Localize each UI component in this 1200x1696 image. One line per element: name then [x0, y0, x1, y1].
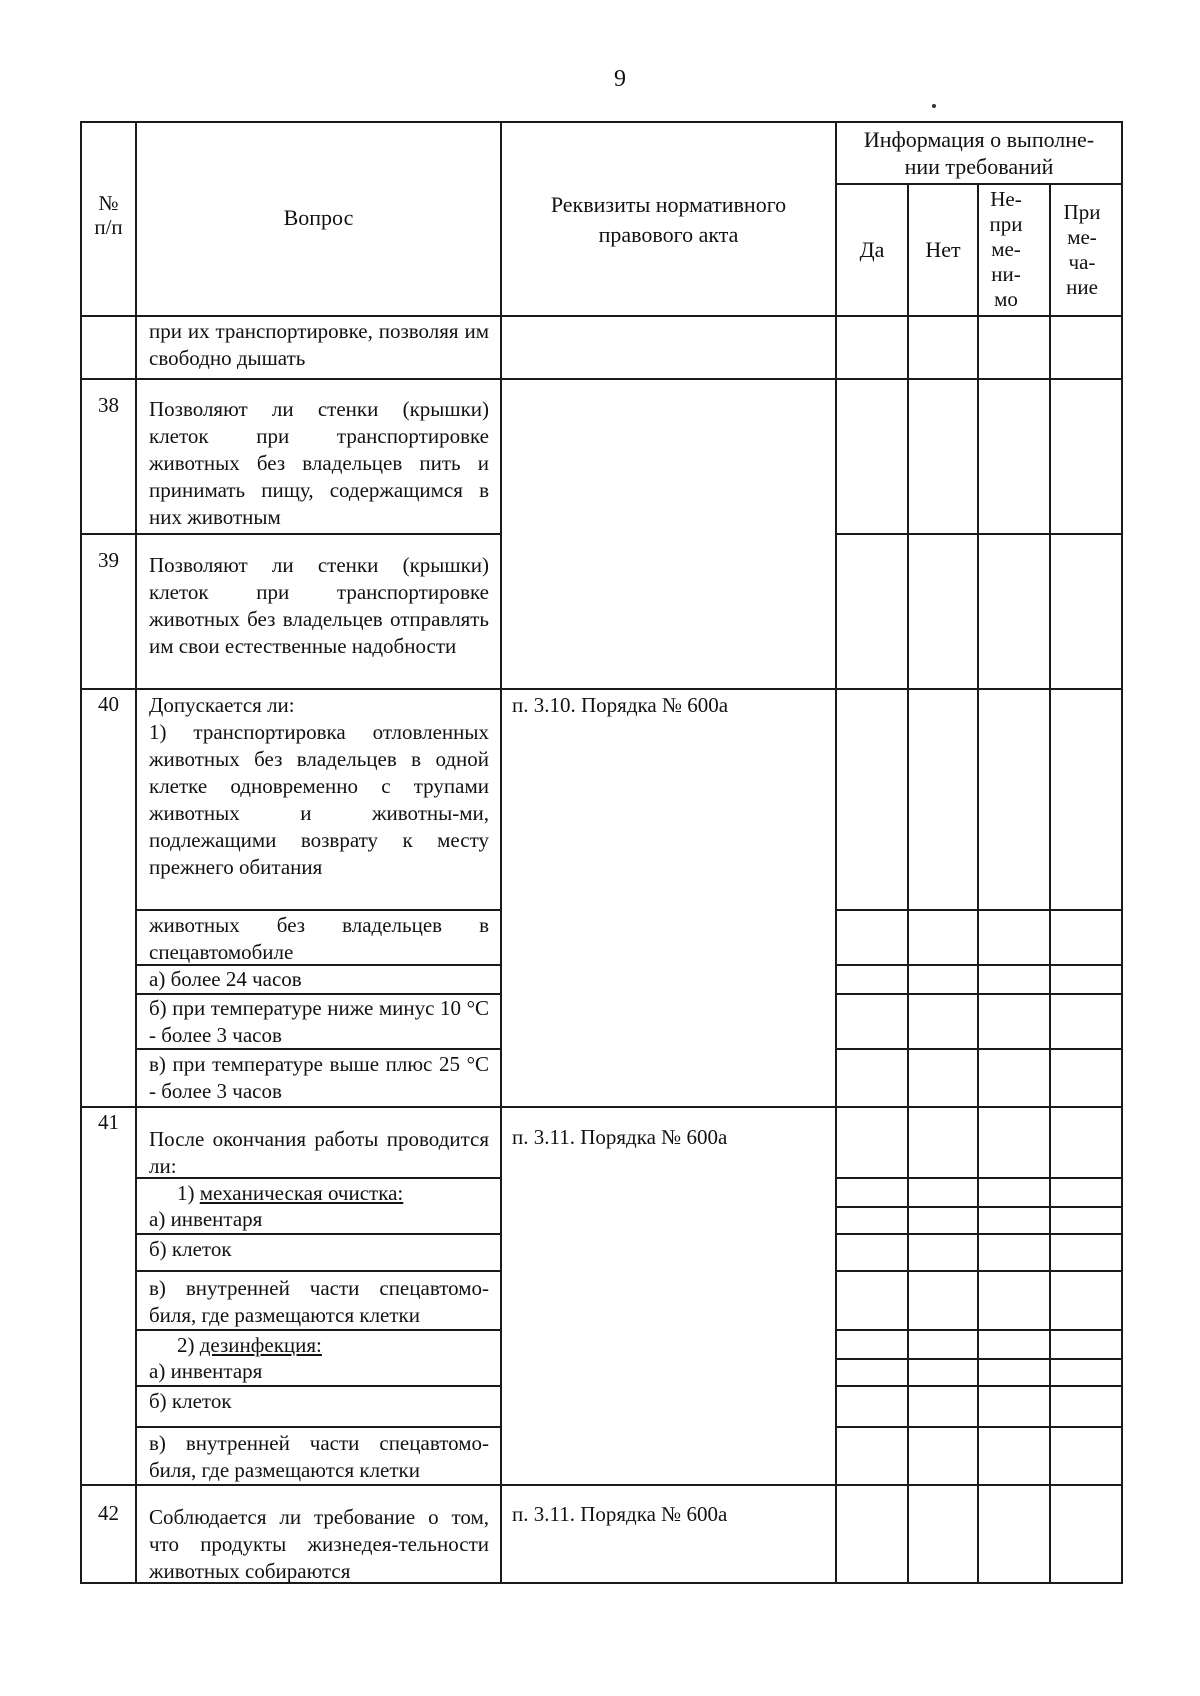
header-yes: Да	[859, 237, 885, 262]
question-continuation: при их транспортировке, позволяя им свободно дышать	[149, 319, 489, 370]
header-num: № п/п	[94, 191, 123, 239]
question-41-dis-c: в) внутренней части спецавтомо-биля, где размещаются клетки	[149, 1431, 489, 1482]
question-41-mech	[137, 1180, 500, 1207]
requisites-42: п. 3.11. Порядка № 600а	[512, 1502, 728, 1526]
question-40-intro: Допускается ли:	[149, 693, 295, 717]
question-41-dis-label: дезинфекция:	[199, 1333, 322, 1357]
question-40-item1: 1) транспортировка отловленных животных без владельцев в одной клетке одновременно с трупами животных и животны-ми, подлежащими возврату к месту прежнего обитания	[149, 720, 489, 879]
page-number: 9	[614, 66, 626, 92]
question-41-dis-b: б) клеток	[149, 1389, 232, 1413]
requisites-41: п. 3.11. Порядка № 600а	[512, 1125, 728, 1149]
question-41-dis-a: а) инвентаря	[149, 1359, 263, 1383]
question-41-mech-label: механическая очистка:	[199, 1181, 404, 1205]
requisites-40: п. 3.10. Порядка № 600а	[512, 693, 729, 717]
question-40-sub-head: животных без владельцев в спецавтомобиле	[149, 913, 489, 964]
question-41-dis	[137, 1332, 500, 1359]
row-number-41: 41	[98, 1110, 119, 1134]
header-note: При ме-ча-ние	[1063, 200, 1101, 299]
question-41-mech-a: а) инвентаря	[149, 1207, 263, 1231]
scan-speck	[932, 104, 936, 108]
question-41-mech-b: б) клеток	[149, 1237, 232, 1261]
question-40-b: б) при температуре ниже минус 10 °С - более 3 часов	[149, 996, 489, 1047]
question-41-mech-c: в) внутренней части спецавтомо-биля, где размещаются клетки	[149, 1276, 489, 1327]
row-number-39: 39	[98, 548, 119, 572]
question-40-c: в) при температуре выше плюс 25 °С - более 3 часов	[149, 1052, 489, 1103]
question-41-mech-num: 1)	[177, 1181, 195, 1205]
header-not-applicable: Не-при ме-ни-мо	[989, 187, 1023, 311]
question-39: Позволяют ли стенки (крышки) клеток при транспортировке животных без владельцев отправлять им свои естественные надобности	[149, 553, 489, 658]
header-requisites: Реквизиты нормативного правового акта	[550, 192, 787, 247]
header-no: Нет	[925, 237, 961, 262]
header-question: Вопрос	[283, 205, 354, 230]
row-number-40: 40	[98, 692, 119, 716]
header-info: Информация о выполне-нии требований	[863, 127, 1095, 179]
question-38: Позволяют ли стенки (крышки) клеток при транспортировке животных без владельцев пить и принимать пищу, содержащимся в них животным	[149, 397, 489, 529]
question-42: Соблюдается ли требование о том, что продукты жизнедея-тельности животных собираются	[149, 1505, 489, 1583]
row-number-38: 38	[98, 393, 119, 417]
question-41-intro: После окончания работы проводится ли:	[149, 1127, 489, 1178]
question-41-dis-num: 2)	[177, 1333, 195, 1357]
row-number-42: 42	[98, 1501, 119, 1525]
question-40-a: а) более 24 часов	[149, 967, 302, 991]
